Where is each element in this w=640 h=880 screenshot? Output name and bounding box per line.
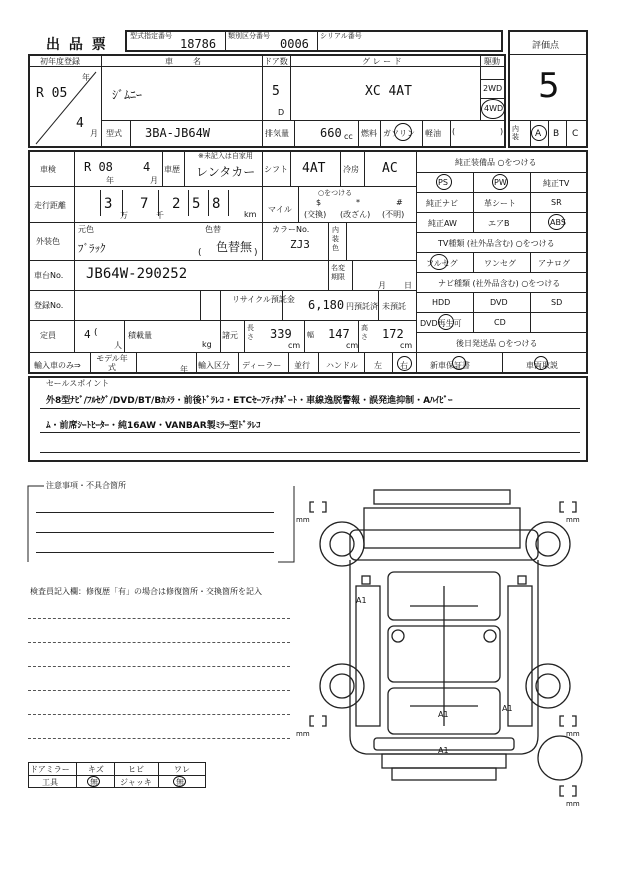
mm-rear-right: mm [566, 730, 580, 738]
mile-label: マイル [268, 205, 292, 214]
name-change-month: 月 [378, 281, 386, 290]
name-change-day: 日 [404, 281, 412, 290]
vehicle-damage-diagram [290, 476, 600, 816]
later-manual: 車両取説 [526, 361, 558, 370]
exchange-label: (交換) [304, 210, 327, 219]
mirror-crack: ヒビ [128, 765, 144, 774]
fuel-gas-circle [394, 123, 412, 141]
car-name-value: ｼﾞﾑﾆｰ [112, 88, 143, 102]
equip-aw: 純正AW [428, 219, 457, 228]
navi-type-label: ナビ種類 (社外品含む) ○をつける [438, 279, 561, 288]
import-dealer: ディーラー [242, 361, 282, 370]
damage-a1-left: A1 [356, 596, 367, 605]
model-year-label: モデル年式 [96, 354, 128, 372]
width-label: 幅 [307, 331, 314, 339]
displacement-value: 660 [320, 126, 342, 140]
load-label: 積載量 [128, 331, 152, 340]
equip-pw-circle [492, 174, 508, 190]
exterior-color-label: 外装色 [36, 237, 60, 246]
equip-ps: PS [438, 178, 448, 187]
reg-no-label: 登録No. [34, 301, 64, 310]
hash-mark: # [396, 198, 403, 207]
form-no: 18786 [180, 37, 217, 51]
shaken-year-unit: 年 [106, 176, 114, 185]
drive-2wd: 2WD [483, 84, 503, 93]
capacity-label: 定員 [40, 331, 56, 340]
damage-a1-rear: A1 [438, 710, 449, 719]
doors-label: ドア数 [264, 57, 288, 66]
mileage-digit-2: 7 [140, 196, 149, 212]
class-no: 0006 [280, 37, 309, 51]
later-ship-label: 後日発送品 ○をつける [456, 339, 538, 348]
interior-a-circle [531, 125, 547, 141]
capacity-unit: 人 [114, 341, 122, 350]
equip-abs-circle [548, 214, 565, 230]
history-value: レンタカー [196, 165, 256, 179]
interior-color-label: 内装色 [332, 226, 339, 252]
star-mark: * [356, 198, 360, 207]
color-change-label: 色替 [205, 225, 221, 234]
doors-sub: D [278, 108, 285, 117]
fuel-gas: ガソリン [383, 129, 415, 138]
handle-label: ハンドル [326, 361, 358, 370]
equip-pw: PW [494, 178, 507, 187]
first-reg-era: R 05 [36, 86, 68, 101]
form-no-label: 型式指定番号 [130, 32, 172, 40]
jack-circle [173, 776, 186, 787]
shift-value: 4AT [302, 161, 326, 176]
color-no-value: ZJ3 [290, 238, 310, 251]
width-unit: cm [346, 341, 359, 350]
height-unit: cm [400, 341, 413, 350]
capacity-value: 4 [84, 328, 91, 341]
mirror-label: ドアミラー [30, 765, 70, 774]
genuine-equip-label: 純正装備品 ○をつける [455, 158, 537, 167]
chassis-label: 車台No. [34, 271, 64, 280]
serial-label: シリアル番号 [320, 32, 362, 40]
first-reg-label: 初年度登録 [40, 57, 80, 66]
equip-leather: 革シート [484, 199, 516, 208]
drive-4wd-circle [481, 99, 505, 119]
model-label: 型式 [106, 129, 122, 138]
sheet-title: 出 品 票 [46, 37, 108, 53]
height-label: 高さ [361, 324, 368, 341]
tool-value: 無 [90, 778, 98, 787]
sen-unit: 千 [156, 211, 164, 220]
name-change-label: 名変期限 [331, 264, 345, 281]
km-unit: km [244, 210, 257, 219]
ac-label: 冷房 [343, 165, 359, 174]
length-unit: cm [288, 341, 301, 350]
recycle-not-deposited: 未預託 [382, 302, 406, 311]
tv-analog: アナログ [538, 259, 570, 268]
navi-dvd-play-circle [438, 314, 454, 330]
man-unit: 万 [120, 211, 128, 220]
equip-ps-circle [436, 174, 452, 190]
damage-a1-bumper: A1 [438, 746, 449, 755]
mirror-scratch: キズ [88, 765, 104, 774]
mileage-digit-1: 3 [104, 196, 113, 212]
equip-sr: SR [551, 198, 562, 207]
mileage-digit-3: 2 [172, 196, 181, 212]
shift-label: シフト [264, 165, 288, 174]
fuel-diesel: 軽油 [425, 129, 441, 138]
navi-sd: SD [551, 298, 563, 307]
load-unit: kg [202, 340, 212, 349]
later-warranty-circle [452, 356, 466, 370]
sales-point-line1: 外8型ﾅﾋﾞ/ﾌﾙｾｸﾞ/DVD/BT/Bｶﾒﾗ・前後ﾄﾞﾗﾚｺ・ETCｾｰﾌﾃｨｻﾎﾟｰﾄ・車線逸脱警報・誤発進抑制・Aﾊｲﾋﾞｰ [46, 396, 453, 406]
recycle-label: リサイクル預託金 [232, 295, 295, 304]
mm-spare: mm [566, 800, 580, 808]
score-label: 評価点 [532, 41, 560, 51]
sales-point-label: セールスポイント [46, 379, 110, 388]
interior-a: A [535, 129, 542, 139]
mileage-digit-4: 5 [192, 196, 201, 212]
navi-dvd: DVD [490, 298, 508, 307]
later-manual-circle [534, 356, 548, 370]
tv-type-label: TV種類 (社外品含む) ○をつける [438, 239, 555, 248]
unknown-label: (不明) [382, 210, 405, 219]
mm-rear-left: mm [296, 730, 310, 738]
grade-value: XC 4AT [365, 84, 412, 99]
dims-label: 諸元 [222, 331, 238, 340]
model-year-unit: 年 [180, 365, 188, 374]
car-name-label: 車 名 [165, 57, 207, 66]
fuel-label: 燃料 [361, 129, 377, 138]
import-parallel: 並行 [294, 361, 310, 370]
import-type-label: 輸入区分 [198, 361, 230, 370]
tv-oneseg: ワンセグ [484, 259, 516, 268]
jack-label: ジャッキ [120, 778, 152, 787]
later-warranty: 新車保証書 [430, 361, 470, 370]
damage-a1-right: A1 [502, 704, 513, 713]
first-reg-month: 4 [76, 116, 84, 131]
drive-4wd: 4WD [484, 104, 504, 113]
handle-right: 右 [400, 361, 408, 370]
jack-value: 無 [176, 778, 184, 787]
mileage-label: 走行距離 [34, 201, 66, 210]
grade-label: グ レ ー ド [362, 57, 402, 66]
history-label: 車歴 [164, 165, 180, 174]
tv-fullseg: フルセグ [426, 259, 458, 268]
equip-abs: ABS [550, 218, 566, 227]
drive-label: 駆動 [484, 57, 500, 66]
paren-close: ) [500, 127, 504, 136]
color-change-value: 色替無 [216, 240, 253, 254]
handle-left: 左 [374, 361, 382, 370]
mile-circle-note: ○をつける [318, 189, 353, 197]
exterior-color-value: ﾌﾞﾗｯｸ [78, 242, 106, 255]
color-no-label: カラーNo. [272, 225, 310, 234]
length-value: 339 [270, 327, 292, 341]
recycle-deposited: 円預託済 [346, 302, 378, 311]
recycle-value: 6,180 [308, 298, 345, 312]
shaken-label: 車検 [40, 165, 56, 174]
score-value: 5 [538, 66, 560, 106]
interior-b: B [553, 129, 560, 139]
shaken-era: R 08 [84, 160, 113, 174]
navi-dvd-play: DVD再生可 [420, 319, 462, 328]
inspector-label: 検査員記入欄：修復歴「有」の場合は修復箇所・交換箇所を記入 [30, 587, 262, 596]
shaken-month-unit: 月 [150, 176, 158, 185]
equip-airbag: エアB [488, 219, 510, 228]
handle-right-circle [397, 356, 412, 371]
first-reg-month-unit: 月 [90, 129, 98, 138]
cc-unit: cc [344, 132, 353, 141]
equip-tv: 純正TV [543, 179, 570, 188]
mm-front-left: mm [296, 516, 310, 524]
notes-label: 注意事項・不具合箇所 [46, 481, 126, 490]
ac-value: AC [382, 161, 398, 176]
width-value: 147 [328, 327, 350, 341]
tool-circle [87, 776, 100, 787]
mirror-break: ワレ [174, 765, 190, 774]
doors-value: 5 [272, 84, 280, 99]
length-label: 長さ [247, 324, 254, 341]
tampered-label: (改ざん) [340, 210, 371, 219]
chassis-value: JB64W-290252 [86, 266, 188, 282]
dollar-mark: $ [316, 198, 322, 207]
first-reg-year-unit: 年 [82, 73, 90, 82]
navi-hdd: HDD [432, 298, 451, 307]
height-value: 172 [382, 327, 404, 341]
equip-navi: 純正ナビ [426, 199, 458, 208]
navi-cd: CD [494, 318, 506, 327]
mileage-digit-5: 8 [212, 196, 221, 212]
history-note: ※未記入は自家用 [198, 152, 253, 160]
shaken-month: 4 [143, 160, 151, 174]
import-label: 輸入車のみ⇒ [34, 361, 81, 370]
interior-label: 内装 [512, 125, 519, 141]
sales-point-line2: ﾑ・前席ｼｰﾄﾋｰﾀｰ・純16AW・VANBAR製ﾐﾗｰ型ﾄﾞﾗﾚｺ [46, 421, 261, 431]
original-color-label: 元色 [78, 225, 94, 234]
displacement-label: 排気量 [265, 129, 289, 138]
tool-label: 工具 [42, 778, 58, 787]
interior-c: C [572, 129, 579, 139]
tv-fullseg-circle [430, 254, 448, 270]
paren-open: ( [452, 127, 456, 136]
class-no-label: 類別区分番号 [228, 32, 270, 40]
model-value: 3BA-JB64W [145, 126, 211, 140]
mm-front-right: mm [566, 516, 580, 524]
